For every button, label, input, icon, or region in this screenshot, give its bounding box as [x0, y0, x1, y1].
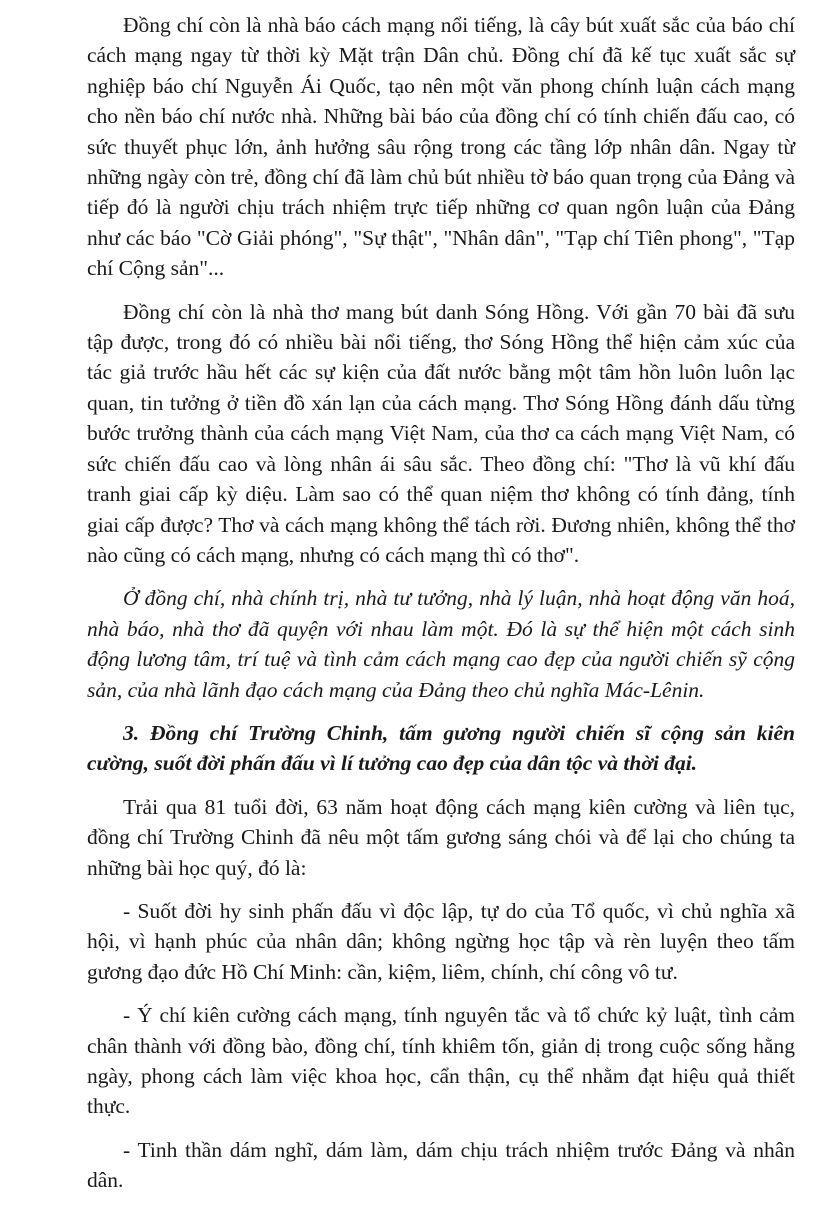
lesson-item-2: - Ý chí kiên cường cách mạng, tính nguyên tắc và tổ chức kỷ luật, tình cảm chân thành với đồng bào, đồng chí, tính khiêm tốn, giản dị trong cuộc sống hằng ngày, phong cách làm việc khoa học, cẩn thận, cụ thể nhằm đạt hiệu quả thiết thực.	[87, 1003, 795, 1119]
lesson-item-3: - Tinh thần dám nghĩ, dám làm, dám chịu trách nhiệm trước Đảng và nhân dân.	[87, 1137, 795, 1193]
paragraph-intro-lessons: Trải qua 81 tuổi đời, 63 năm hoạt động cách mạng kiên cường và liên tục, đồng chí Trường Chinh đã nêu một tấm gương sáng chói và để lại cho chúng ta những bài học quý, đó là:	[87, 794, 795, 880]
paragraph-summary-italic: Ở đồng chí, nhà chính trị, nhà tư tưởng, nhà lý luận, nhà hoạt động văn hoá, nhà báo, nhà thơ đã quyện với nhau làm một. Đó là sự thể hiện một cách sinh động lương tâm, trí tuệ và tình cảm cách mạng cao đẹp của người chiến sỹ cộng sản, của nhà lãnh đạo cách mạng của Đảng theo chủ nghĩa Mác-Lênin.	[87, 586, 795, 702]
document-page	[87, 10, 795, 1209]
paragraph-poet: Đồng chí còn là nhà thơ mang bút danh Sóng Hồng. Với gần 70 bài đã sưu tập được, trong đó có nhiều bài nổi tiếng, thơ Sóng Hồng thể hiện cảm xúc của tác giả trước hầu hết các sự kiện của đất nước bằng một tâm hồn luôn luôn lạc quan, tin tưởng ở tiền đồ xán lạn của cách mạng. Thơ Sóng Hồng đánh dấu từng bước trưởng thành của cách mạng Việt Nam, của thơ ca cách mạng Việt Nam, có sức chiến đấu cao và lòng nhân ái sâu sắc. Theo đồng chí: "Thơ là vũ khí đấu tranh giai cấp kỳ diệu. Làm sao có thể quan niệm thơ không có tính đảng, tính giai cấp được? Thơ và cách mạng không thể tách rời. Đương nhiên, không thể thơ nào cũng có cách mạng, nhưng có cách mạng thì có thơ".	[87, 299, 795, 567]
section-heading-3: 3. Đồng chí Trường Chinh, tấm gương người chiến sĩ cộng sản kiên cường, suốt đời phấn đấu vì lí tưởng cao đẹp của dân tộc và thời đại.	[87, 720, 795, 776]
lesson-item-1: - Suốt đời hy sinh phấn đấu vì độc lập, tự do của Tổ quốc, vì chủ nghĩa xã hội, vì hạnh phúc của nhân dân; không ngừng học tập và rèn luyện theo tấm gương đạo đức Hồ Chí Minh: cần, kiệm, liêm, chính, chí công vô tư.	[87, 898, 795, 984]
paragraph-journalist: Đồng chí còn là nhà báo cách mạng nổi tiếng, là cây bút xuất sắc của báo chí cách mạng ngay từ thời kỳ Mặt trận Dân chủ. Đồng chí đã kế tục xuất sắc sự nghiệp báo chí Nguyễn Ái Quốc, tạo nên một văn phong chính luận cách mạng cho nền báo chí nước nhà. Những bài báo của đồng chí có tính chiến đấu cao, có sức thuyết phục lớn, ảnh hưởng sâu rộng trong các tầng lớp nhân dân. Ngay từ những ngày còn trẻ, đồng chí đã làm chủ bút nhiều tờ báo quan trọng của Đảng và tiếp đó là người chịu trách nhiệm trực tiếp những cơ quan ngôn luận của Đảng như các báo "Cờ Giải phóng", "Sự thật", "Nhân dân", "Tạp chí Tiên phong", "Tạp chí Cộng sản"...	[87, 13, 795, 281]
